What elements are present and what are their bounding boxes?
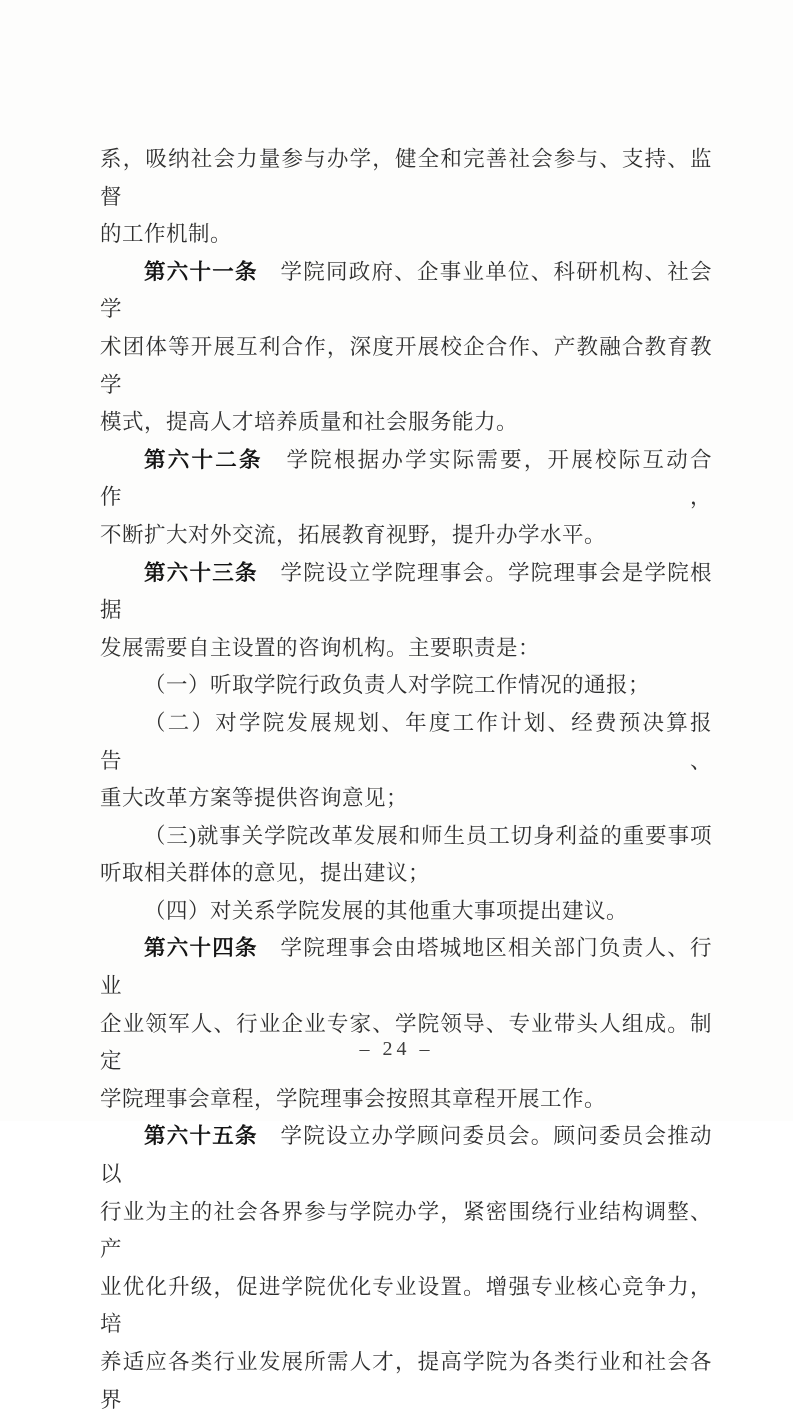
page-number: – 24 – [359,1038,434,1060]
article-line: 第六十一条 学院同政府、企事业单位、科研机构、社会学 [100,259,712,322]
text-line: 的工作机制。 [100,222,233,247]
text-line: 重大改革方案等提供咨询意见； [100,786,409,811]
text-line: 企业领军人、行业企业专家、学院领导、专业带头人组成。制定 [100,1011,712,1074]
text-line: （二）对学院发展规划、年度工作计划、经费预决算报告、 [100,710,712,773]
text-line: 听取相关群体的意见，提出建议； [100,861,431,886]
text-line: 系，吸纳社会力量参与办学，健全和完善社会参与、支持、监督 [100,147,712,209]
text-line: 不断扩大对外交流，拓展教育视野，提升办学水平。 [100,522,607,547]
article-number: 第六十一条 [144,259,258,284]
page-footer [0,1038,793,1061]
document-body [100,141,712,1419]
text-line: （三)就事关学院改革发展和师生员工切身利益的重要事项 [144,823,712,848]
text-line: 业优化升级，促进学院优化专业设置。增强专业核心竞争力，培 [100,1274,712,1337]
article-line: 第六十三条 学院设立学院理事会。学院理事会是学院根据 [100,560,712,623]
article-line: 第六十二条 学院根据办学实际需要，开展校际互动合作， [100,447,712,510]
article-line: 第六十五条 学院设立办学顾问委员会。顾问委员会推动以 [100,1124,712,1187]
text-line: （四）对关系学院发展的其他重大事项提出建议。 [144,898,629,923]
text-line: （一）听取学院行政负责人对学院工作情况的通报； [144,673,651,698]
text-line: 模式，提高人才培养质量和社会服务能力。 [100,410,519,435]
article-number: 第六十三条 [144,560,258,585]
text-line: 养适应各类行业发展所需人才，提高学院为各类行业和社会各界 [100,1350,712,1412]
article-number: 第六十四条 [144,936,258,961]
article-number: 第六十二条 [144,447,263,472]
article-number: 第六十五条 [144,1124,258,1149]
text-line: 发展需要自主设置的咨询机构。主要职责是： [100,635,541,660]
text-line: 学院理事会章程，学院理事会按照其章程开展工作。 [100,1086,607,1111]
article-line: 第六十四条 学院理事会由塔城地区相关部门负责人、行业 [100,936,712,999]
text-line: 行业为主的社会各界参与学院办学，紧密围绕行业结构调整、产 [100,1199,712,1262]
text-line: 术团体等开展互利合作，深度开展校企合作、产教融合教育教学 [100,334,712,397]
